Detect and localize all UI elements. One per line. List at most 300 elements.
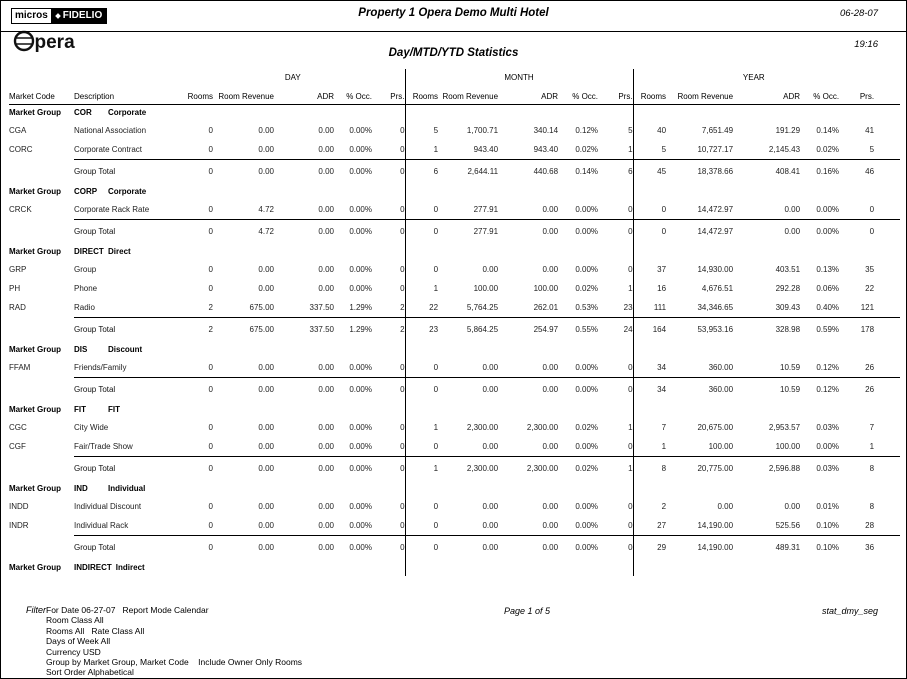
market-code-row xyxy=(9,418,900,437)
month-rooms-cell: 0 xyxy=(405,377,438,401)
month-adr-cell: 254.97 xyxy=(498,317,558,341)
month-prs-header: Prs. xyxy=(598,82,633,104)
month-occ-cell: 0.53% xyxy=(575,302,599,312)
year-adr-cell xyxy=(733,401,800,418)
year-adr-cell: 0.00 xyxy=(784,204,801,214)
year-revenue-cell: 14,472.97 xyxy=(697,204,734,214)
day-occ-cell: 0.00% xyxy=(349,441,372,451)
year-revenue-cell: 18,378.66 xyxy=(666,159,733,183)
month-revenue-cell xyxy=(438,341,498,358)
year-adr-cell xyxy=(733,480,800,497)
market-group-title xyxy=(74,183,405,200)
description-cell: Individual Discount xyxy=(74,502,142,511)
year-occ-cell: 0.59% xyxy=(800,317,839,341)
year-occ-cell: 0.40% xyxy=(816,302,840,312)
month-prs-cell: 0 xyxy=(628,265,633,274)
group-total-label: Group Total xyxy=(74,535,181,559)
day-prs-cell: 0 xyxy=(372,535,405,559)
day-adr-cell: 0.00 xyxy=(318,265,334,274)
day-occ-cell: 0.00% xyxy=(334,456,372,480)
month-prs-cell: 24 xyxy=(598,317,633,341)
month-adr-cell: 100.00 xyxy=(533,284,559,293)
fidelio-label: FIDELIO xyxy=(62,9,103,21)
day-occ-cell: 0.00% xyxy=(334,159,372,183)
market-code-row xyxy=(9,279,900,298)
day-adr-cell: 0.00 xyxy=(318,502,334,511)
group-total-label: Group Total xyxy=(74,377,181,401)
day-adr-cell: 0.00 xyxy=(274,535,334,559)
market-group-title xyxy=(74,243,405,260)
day-revenue-cell: 0.00 xyxy=(258,362,274,372)
year-adr-cell: 191.29 xyxy=(775,126,801,135)
year-revenue-cell: 360.00 xyxy=(666,377,733,401)
month-revenue-cell xyxy=(438,480,498,497)
day-prs-cell: 2 xyxy=(400,302,405,312)
day-rooms-cell: 0 xyxy=(181,535,213,559)
group-total-row xyxy=(9,456,900,480)
day-rooms-cell: 0 xyxy=(208,126,213,135)
month-rooms-cell: 1 xyxy=(405,418,438,437)
empty-cell xyxy=(9,317,74,341)
day-adr-cell: 0.00 xyxy=(318,441,334,451)
group-total-row xyxy=(9,159,900,183)
month-adr-cell xyxy=(498,183,558,200)
group-total-row xyxy=(9,377,900,401)
market-group-title xyxy=(74,480,405,497)
day-occ-cell: 0.00% xyxy=(349,423,372,432)
year-prs-cell: 0 xyxy=(839,219,900,243)
year-revenue-cell: 14,930.00 xyxy=(697,265,734,274)
month-adr-cell: 0.00 xyxy=(542,362,559,372)
market-group-name: Individual xyxy=(108,484,146,493)
day-prs-cell: 0 xyxy=(400,284,405,293)
month-revenue-cell: 277.91 xyxy=(473,204,499,214)
year-occ-cell: 0.00% xyxy=(816,441,840,451)
market-group-name: Corporate xyxy=(108,187,147,196)
report-id: stat_dmy_seg xyxy=(821,606,878,616)
year-occ-cell xyxy=(800,183,839,200)
market-group-label: Market Group xyxy=(9,345,62,354)
market-group-title xyxy=(74,401,405,418)
year-rooms-cell: 16 xyxy=(633,279,666,298)
group-total-label: Group Total xyxy=(74,219,181,243)
day-prs-cell: 2 xyxy=(372,317,405,341)
year-adr-cell: 0.00 xyxy=(784,502,801,511)
month-adr-cell: 0.00 xyxy=(498,377,558,401)
month-period-header: MONTH xyxy=(405,69,633,82)
month-revenue-cell: 0.00 xyxy=(482,441,499,451)
month-occ-cell xyxy=(558,104,598,121)
month-revenue-cell: 2,300.00 xyxy=(438,456,498,480)
month-prs-cell: 0 xyxy=(628,362,633,372)
empty-cell xyxy=(9,377,74,401)
month-rooms-cell: 23 xyxy=(405,317,438,341)
year-rooms-cell xyxy=(633,559,666,576)
year-prs-cell: 46 xyxy=(839,159,900,183)
day-occ-cell: 1.29% xyxy=(334,317,372,341)
market-group-title xyxy=(74,104,405,121)
report-title: Day/MTD/YTD Statistics xyxy=(388,47,519,59)
day-prs-cell: 0 xyxy=(400,423,405,432)
day-revenue-cell: 0.00 xyxy=(213,456,274,480)
month-rooms-header: Rooms xyxy=(405,82,438,104)
market-code-cell: INDD xyxy=(9,502,29,511)
month-prs-cell: 0 xyxy=(598,377,633,401)
market-group-code: CORP xyxy=(74,187,98,196)
year-prs-cell: 8 xyxy=(839,456,900,480)
market-code-cell: CGF xyxy=(9,442,26,451)
month-rooms-cell: 1 xyxy=(405,456,438,480)
year-prs-cell xyxy=(839,559,900,576)
filter-line: Room Class All xyxy=(46,615,104,626)
empty-cell xyxy=(9,219,74,243)
market-code-cell: PH xyxy=(9,284,21,293)
year-occ-cell: 0.00% xyxy=(816,204,840,214)
month-revenue-cell: 0.00 xyxy=(482,362,499,372)
description-cell: Friends/Family xyxy=(74,362,127,372)
month-prs-cell: 23 xyxy=(623,302,633,312)
market-group-code: COR xyxy=(74,108,92,118)
month-revenue-cell: 277.91 xyxy=(438,219,498,243)
property-title: Property 1 Opera Demo Multi Hotel xyxy=(358,7,549,19)
month-prs-cell: 6 xyxy=(598,159,633,183)
year-revenue-cell: 7,651.49 xyxy=(701,126,734,135)
day-occ-cell: 0.00% xyxy=(334,377,372,401)
description-header: Description xyxy=(74,82,181,104)
day-adr-cell: 0.00 xyxy=(318,284,334,293)
day-rooms-cell: 0 xyxy=(208,423,213,432)
day-prs-cell: 0 xyxy=(372,456,405,480)
day-rooms-cell: 2 xyxy=(181,317,213,341)
year-occ-cell: 0.02% xyxy=(816,144,840,154)
day-revenue-cell: 4.72 xyxy=(213,219,274,243)
day-occ-cell: 0.00% xyxy=(349,265,372,274)
month-prs-cell xyxy=(598,104,633,121)
month-adr-cell: 440.68 xyxy=(498,159,558,183)
day-rooms-cell: 0 xyxy=(181,219,213,243)
month-rooms-cell: 0 xyxy=(405,358,438,377)
market-group-row xyxy=(9,559,900,576)
day-adr-cell: 0.00 xyxy=(274,456,334,480)
filter-line: Rooms All Rate Class All xyxy=(46,625,145,636)
market-group-title xyxy=(74,341,405,358)
empty-cell xyxy=(9,159,74,183)
day-occ-cell: 1.29% xyxy=(349,302,372,312)
year-occ-cell: 0.16% xyxy=(800,159,839,183)
year-occ-cell: 0.00% xyxy=(800,219,839,243)
day-rooms-cell: 0 xyxy=(208,520,213,530)
month-rooms-cell: 0 xyxy=(405,497,438,516)
day-prs-cell: 0 xyxy=(372,219,405,243)
market-group-label: Market Group xyxy=(9,187,62,196)
year-rooms-cell xyxy=(633,341,666,358)
day-prs-cell: 0 xyxy=(400,126,405,135)
month-rooms-cell xyxy=(405,480,438,497)
month-prs-cell xyxy=(598,183,633,200)
header-divider xyxy=(1,31,906,32)
day-revenue-cell: 0.00 xyxy=(258,520,274,530)
year-rooms-cell: 7 xyxy=(633,418,666,437)
market-code-row xyxy=(9,516,900,535)
month-occ-header: % Occ. xyxy=(558,82,598,104)
day-room-revenue-header: Room Revenue xyxy=(213,82,274,104)
month-prs-cell: 1 xyxy=(628,144,633,154)
day-adr-cell: 337.50 xyxy=(274,317,334,341)
month-prs-cell xyxy=(598,480,633,497)
day-revenue-cell: 0.00 xyxy=(258,126,274,135)
month-prs-cell: 0 xyxy=(628,441,633,451)
year-prs-cell: 8 xyxy=(869,502,875,511)
day-revenue-cell: 4.72 xyxy=(258,204,274,214)
day-rooms-cell: 0 xyxy=(208,284,213,293)
year-prs-header: Prs. xyxy=(839,82,900,104)
month-adr-cell xyxy=(498,243,558,260)
market-code-cell: RAD xyxy=(9,303,26,312)
day-prs-cell: 0 xyxy=(400,265,405,274)
year-revenue-cell: 0.00 xyxy=(717,502,734,511)
group-total-row xyxy=(9,535,900,559)
day-revenue-cell: 0.00 xyxy=(213,159,274,183)
market-group-name: Corporate xyxy=(108,108,147,118)
day-adr-cell: 337.50 xyxy=(309,302,334,312)
year-prs-cell xyxy=(839,104,900,121)
month-revenue-cell xyxy=(438,559,498,576)
month-occ-cell: 0.12% xyxy=(575,126,599,135)
year-prs-cell: 22 xyxy=(865,284,875,293)
year-rooms-cell: 0 xyxy=(633,200,666,219)
description-cell: Phone xyxy=(74,284,98,293)
month-revenue-cell: 5,864.25 xyxy=(438,317,498,341)
year-rooms-cell: 27 xyxy=(633,516,666,535)
filter-line: Days of Week All xyxy=(46,636,111,647)
year-rooms-cell: 40 xyxy=(633,121,666,140)
day-rooms-cell: 0 xyxy=(208,502,213,511)
day-adr-cell: 0.00 xyxy=(274,377,334,401)
month-adr-cell: 340.14 xyxy=(533,126,559,135)
year-revenue-cell xyxy=(666,341,733,358)
month-rooms-cell: 0 xyxy=(405,516,438,535)
market-code-cell: FFAM xyxy=(9,363,31,372)
year-prs-cell xyxy=(839,401,900,418)
month-occ-cell: 0.02% xyxy=(575,284,599,293)
year-occ-cell: 0.13% xyxy=(816,265,840,274)
year-occ-cell: 0.12% xyxy=(816,362,840,372)
micros-logo-text: micros xyxy=(11,8,52,24)
year-revenue-cell xyxy=(666,104,733,121)
market-group-code: FIT xyxy=(74,405,86,414)
year-revenue-cell: 14,190.00 xyxy=(666,535,733,559)
month-occ-cell: 0.00% xyxy=(575,502,599,511)
month-occ-cell: 0.02% xyxy=(575,423,599,432)
year-adr-cell: 100.00 xyxy=(775,441,801,451)
month-occ-cell xyxy=(558,183,598,200)
filter-line: Currency USD xyxy=(46,646,101,657)
month-adr-cell: 0.00 xyxy=(542,265,559,274)
footer xyxy=(1,604,906,678)
year-prs-cell: 28 xyxy=(865,520,875,530)
day-revenue-cell: 675.00 xyxy=(213,317,274,341)
month-revenue-cell: 5,764.25 xyxy=(466,302,499,312)
statistics-table xyxy=(9,69,900,576)
market-group-code: IND xyxy=(74,484,88,493)
year-rooms-cell xyxy=(633,183,666,200)
year-adr-cell xyxy=(733,341,800,358)
day-rooms-cell: 2 xyxy=(208,302,213,312)
day-rooms-cell: 0 xyxy=(181,456,213,480)
month-adr-cell xyxy=(498,341,558,358)
filter-lines xyxy=(46,605,302,678)
period-header-row xyxy=(9,69,900,82)
market-code-row xyxy=(9,140,900,159)
market-group-name: Direct xyxy=(108,247,131,256)
year-rooms-header: Rooms xyxy=(633,82,666,104)
filter-line: Group by Market Group, Market Code Include Owner Only Rooms xyxy=(46,657,303,668)
year-room-revenue-header: Room Revenue xyxy=(666,82,733,104)
market-group-name: FIT xyxy=(108,405,120,414)
month-occ-cell: 0.00% xyxy=(558,535,598,559)
year-revenue-cell: 14,190.00 xyxy=(697,520,734,530)
day-revenue-cell: 0.00 xyxy=(258,284,274,293)
year-rooms-cell: 29 xyxy=(633,535,666,559)
year-revenue-cell xyxy=(666,559,733,576)
year-period-header: YEAR xyxy=(633,69,900,82)
month-occ-cell: 0.00% xyxy=(575,204,599,214)
year-adr-cell: 2,145.43 xyxy=(768,144,801,154)
month-rooms-cell: 0 xyxy=(405,437,438,456)
month-adr-cell: 0.00 xyxy=(542,204,559,214)
year-adr-header: ADR xyxy=(733,82,800,104)
description-cell: Corporate Contract xyxy=(74,144,143,154)
day-occ-cell: 0.00% xyxy=(349,502,372,511)
month-rooms-cell: 5 xyxy=(405,121,438,140)
market-code-row xyxy=(9,358,900,377)
market-group-label: Market Group xyxy=(9,108,62,118)
year-rooms-cell: 5 xyxy=(633,140,666,159)
month-occ-cell xyxy=(558,559,598,576)
group-total-row xyxy=(9,219,900,243)
year-revenue-cell: 100.00 xyxy=(708,441,734,451)
month-occ-cell xyxy=(558,243,598,260)
month-revenue-cell: 1,700.71 xyxy=(466,126,499,135)
description-cell: National Association xyxy=(74,126,147,135)
year-prs-cell: 41 xyxy=(865,126,875,135)
year-prs-cell: 121 xyxy=(860,302,875,312)
description-cell: City Wide xyxy=(74,423,109,432)
day-revenue-cell: 0.00 xyxy=(258,144,274,154)
year-adr-cell: 403.51 xyxy=(775,265,801,274)
month-revenue-cell: 0.00 xyxy=(482,265,499,274)
month-occ-cell xyxy=(558,401,598,418)
day-adr-cell: 0.00 xyxy=(274,219,334,243)
day-adr-header: ADR xyxy=(274,82,334,104)
year-occ-cell: 0.10% xyxy=(816,520,840,530)
day-occ-cell: 0.00% xyxy=(334,535,372,559)
day-rooms-cell: 0 xyxy=(208,144,213,154)
column-header-row xyxy=(9,82,900,104)
year-revenue-cell: 34,346.65 xyxy=(697,302,734,312)
year-adr-cell: 0.00 xyxy=(733,219,800,243)
year-prs-cell: 1 xyxy=(869,441,875,451)
market-group-code: DIS xyxy=(74,345,88,354)
market-code-cell: INDR xyxy=(9,521,29,530)
year-adr-cell: 489.31 xyxy=(733,535,800,559)
market-group-label: Market Group xyxy=(9,247,62,256)
day-period-header: DAY xyxy=(284,73,301,82)
month-prs-cell: 1 xyxy=(628,423,633,432)
month-rooms-cell: 1 xyxy=(405,279,438,298)
market-code-row xyxy=(9,497,900,516)
month-occ-cell: 0.00% xyxy=(575,362,599,372)
month-adr-cell: 262.01 xyxy=(533,302,559,312)
month-rooms-cell: 22 xyxy=(405,298,438,317)
month-adr-cell: 2,300.00 xyxy=(498,456,558,480)
day-occ-cell: 0.00% xyxy=(349,144,372,154)
opera-logo-text: pera xyxy=(34,32,75,53)
filter-label: Filter xyxy=(26,605,46,615)
day-rooms-cell: 0 xyxy=(208,204,213,214)
month-rooms-cell: 0 xyxy=(405,200,438,219)
year-revenue-cell: 20,775.00 xyxy=(666,456,733,480)
year-revenue-cell xyxy=(666,183,733,200)
year-occ-cell: 0.14% xyxy=(816,126,840,135)
year-adr-cell: 408.41 xyxy=(733,159,800,183)
description-cell: Fair/Trade Show xyxy=(74,441,133,451)
month-occ-cell: 0.00% xyxy=(558,377,598,401)
day-prs-cell: 0 xyxy=(400,144,405,154)
group-total-label: Group Total xyxy=(74,456,181,480)
year-prs-cell: 36 xyxy=(839,535,900,559)
year-revenue-cell: 14,472.97 xyxy=(666,219,733,243)
year-revenue-cell: 53,953.16 xyxy=(666,317,733,341)
page-number: Page 1 of 5 xyxy=(504,606,551,616)
day-revenue-cell: 0.00 xyxy=(258,265,274,274)
month-prs-cell: 0 xyxy=(628,204,633,214)
year-prs-cell xyxy=(839,183,900,200)
month-occ-cell: 0.14% xyxy=(558,159,598,183)
month-rooms-cell xyxy=(405,401,438,418)
month-occ-cell: 0.02% xyxy=(575,144,599,154)
month-prs-cell xyxy=(598,559,633,576)
month-revenue-cell xyxy=(438,243,498,260)
year-occ-cell: 0.01% xyxy=(816,502,840,511)
month-adr-cell xyxy=(498,559,558,576)
market-group-row xyxy=(9,104,900,121)
month-adr-cell: 943.40 xyxy=(533,144,559,154)
year-rooms-cell xyxy=(633,401,666,418)
day-revenue-cell: 0.00 xyxy=(213,535,274,559)
year-adr-cell: 10.59 xyxy=(780,362,801,372)
year-revenue-cell: 4,676.51 xyxy=(701,284,734,293)
month-prs-cell: 5 xyxy=(628,126,633,135)
description-cell: Individual Rack xyxy=(74,520,129,530)
market-group-row xyxy=(9,341,900,358)
year-prs-cell: 5 xyxy=(869,144,875,154)
year-rooms-cell: 1 xyxy=(633,437,666,456)
market-group-code: DIRECT xyxy=(74,247,104,256)
day-occ-cell: 0.00% xyxy=(349,284,372,293)
year-prs-cell xyxy=(839,243,900,260)
year-adr-cell xyxy=(733,243,800,260)
month-prs-cell: 0 xyxy=(598,535,633,559)
year-rooms-cell xyxy=(633,243,666,260)
filter-line: Sort Order Alphabetical xyxy=(46,667,134,678)
day-adr-cell: 0.00 xyxy=(318,126,334,135)
month-revenue-cell: 943.40 xyxy=(473,144,499,154)
day-occ-cell: 0.00% xyxy=(349,126,372,135)
year-adr-cell: 525.56 xyxy=(775,520,801,530)
month-rooms-cell xyxy=(405,183,438,200)
description-cell: Group xyxy=(74,265,97,274)
